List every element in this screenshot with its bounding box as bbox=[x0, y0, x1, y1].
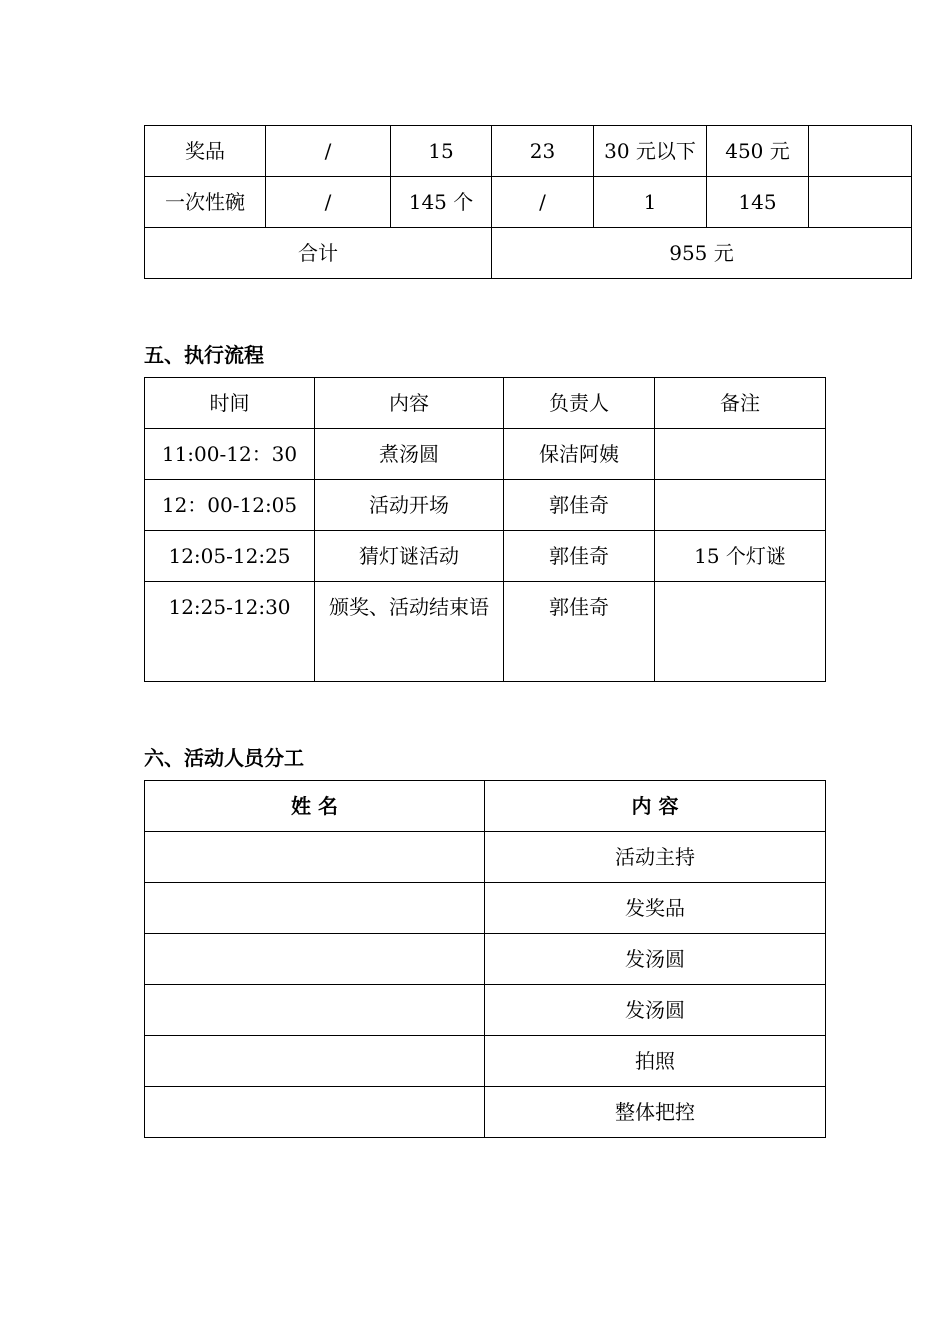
budget-table bbox=[144, 125, 912, 279]
table-row bbox=[145, 429, 826, 480]
table-cell: 11:00-12：30 bbox=[145, 429, 315, 480]
table-cell bbox=[145, 1087, 485, 1138]
table-cell: 煮汤圆 bbox=[315, 429, 504, 480]
table-row bbox=[145, 985, 826, 1036]
table-cell bbox=[145, 832, 485, 883]
table-cell: / bbox=[266, 177, 391, 228]
table-row bbox=[145, 177, 912, 228]
table-cell: 145 bbox=[707, 177, 809, 228]
table-cell bbox=[315, 582, 504, 682]
column-header: 负责人 bbox=[504, 378, 655, 429]
table-row bbox=[145, 1087, 826, 1138]
total-value: 955 元 bbox=[492, 228, 912, 279]
table-cell: 活动主持 bbox=[485, 832, 826, 883]
table-cell: 活动开场 bbox=[315, 480, 504, 531]
table-cell: 郭佳奇 bbox=[504, 480, 655, 531]
table-row bbox=[145, 832, 826, 883]
column-header: 备注 bbox=[655, 378, 826, 429]
section-heading-staff: 六、活动人员分工 bbox=[144, 746, 304, 770]
table-cell: 15 bbox=[391, 126, 492, 177]
table-cell: / bbox=[266, 126, 391, 177]
column-header: 时间 bbox=[145, 378, 315, 429]
table-cell: 郭佳奇 bbox=[504, 531, 655, 582]
table-cell: 发汤圆 bbox=[485, 934, 826, 985]
table-cell: 145 个 bbox=[391, 177, 492, 228]
table-cell: 整体把控 bbox=[485, 1087, 826, 1138]
table-cell bbox=[655, 582, 826, 682]
table-cell bbox=[809, 177, 912, 228]
table-cell: 保洁阿姨 bbox=[504, 429, 655, 480]
table-cell bbox=[655, 429, 826, 480]
table-cell bbox=[809, 126, 912, 177]
table-row bbox=[145, 883, 826, 934]
table-cell: 猜灯谜活动 bbox=[315, 531, 504, 582]
table-cell: 发奖品 bbox=[485, 883, 826, 934]
table-cell: 12：00-12:05 bbox=[145, 480, 315, 531]
table-cell: 15 个灯谜 bbox=[655, 531, 826, 582]
table-header-row bbox=[145, 378, 826, 429]
table-row bbox=[145, 531, 826, 582]
table-cell bbox=[145, 1036, 485, 1087]
table-cell: 450 元 bbox=[707, 126, 809, 177]
table-cell bbox=[655, 480, 826, 531]
table-cell: 奖品 bbox=[145, 126, 266, 177]
table-cell: 郭佳奇 bbox=[504, 582, 655, 682]
table-cell: / bbox=[492, 177, 594, 228]
total-row bbox=[145, 228, 912, 279]
table-cell: 12:25-12:30 bbox=[145, 582, 315, 682]
table-cell: 拍照 bbox=[485, 1036, 826, 1087]
table-cell: 发汤圆 bbox=[485, 985, 826, 1036]
table-cell: 1 bbox=[594, 177, 707, 228]
staff-table bbox=[144, 780, 826, 1138]
table-cell bbox=[145, 985, 485, 1036]
cell-text: 颁奖、活动结束语 bbox=[329, 595, 489, 619]
table-row bbox=[145, 480, 826, 531]
table-row bbox=[145, 126, 912, 177]
section-heading-schedule: 五、执行流程 bbox=[144, 343, 264, 367]
schedule-table bbox=[144, 377, 826, 682]
table-cell bbox=[145, 883, 485, 934]
column-header: 内 容 bbox=[485, 781, 826, 832]
table-row bbox=[145, 934, 826, 985]
table-cell: 12:05-12:25 bbox=[145, 531, 315, 582]
column-header: 姓 名 bbox=[145, 781, 485, 832]
total-label: 合计 bbox=[145, 228, 492, 279]
table-row bbox=[145, 1036, 826, 1087]
table-row bbox=[145, 582, 826, 682]
table-cell: 30 元以下 bbox=[594, 126, 707, 177]
table-cell: 23 bbox=[492, 126, 594, 177]
column-header: 内容 bbox=[315, 378, 504, 429]
table-header-row bbox=[145, 781, 826, 832]
table-cell: 一次性碗 bbox=[145, 177, 266, 228]
table-cell bbox=[145, 934, 485, 985]
